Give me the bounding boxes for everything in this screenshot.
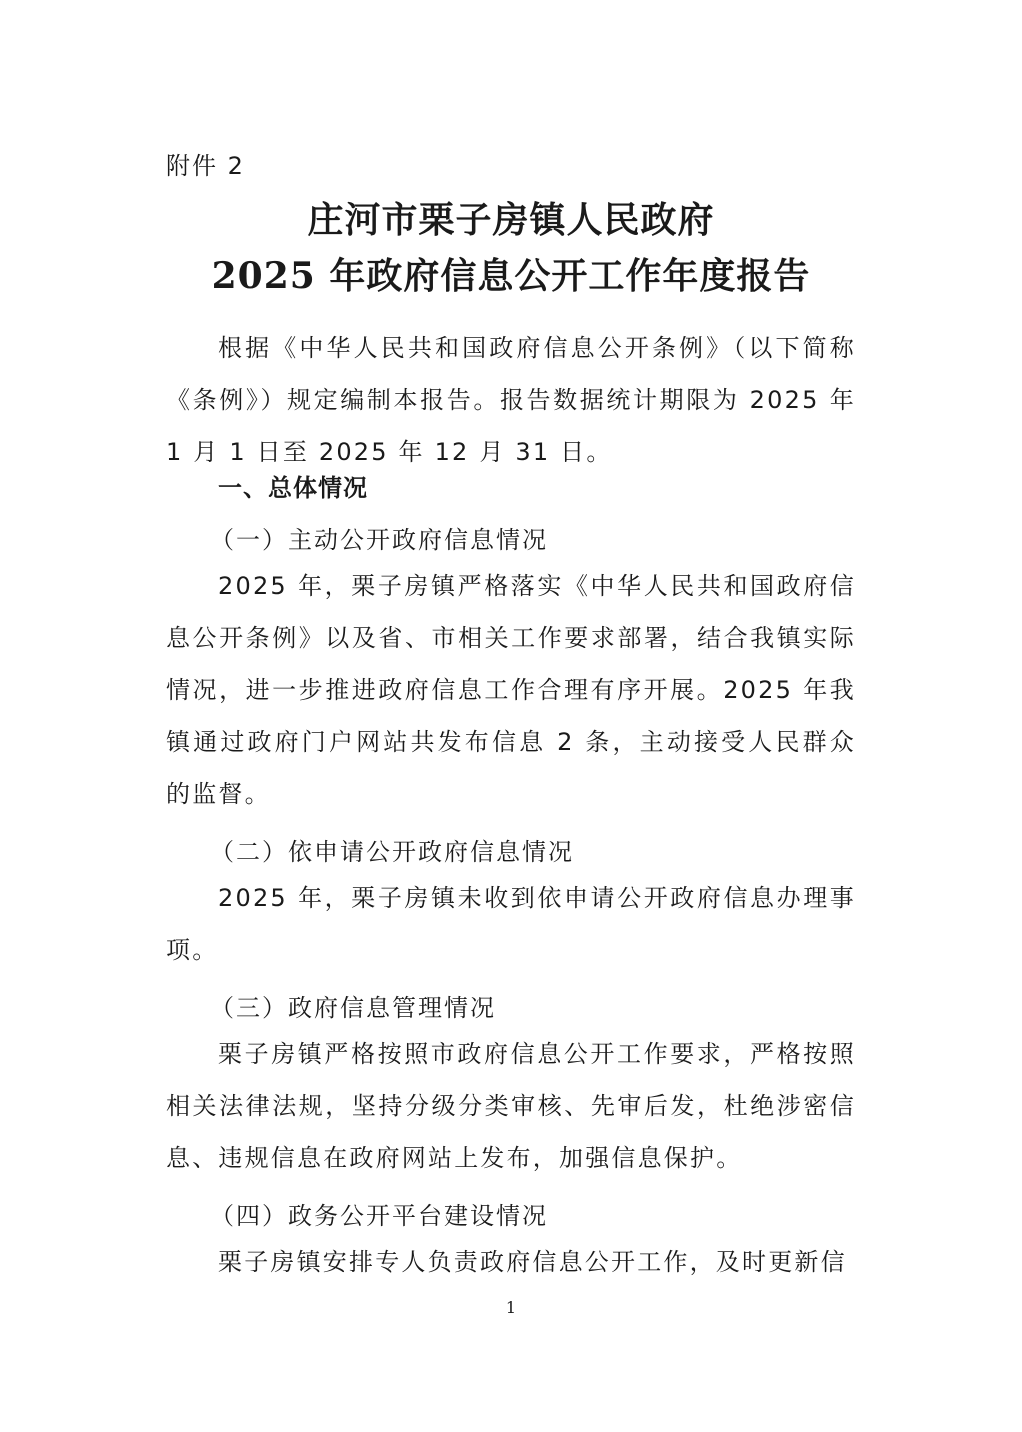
subheading-proactive-disclosure: （一）主动公开政府信息情况 bbox=[210, 526, 548, 554]
paragraph-application-disclosure: 2025 年，栗子房镇未收到依申请公开政府信息办理事项。 bbox=[166, 884, 856, 964]
paragraph-proactive-disclosure: 2025 年，栗子房镇严格落实《中华人民共和国政府信息公开条例》以及省、市相关工作要求部署，结合我镇实际情况，进一步推进政府信息工作合理有序开展。2025 年我镇通过政府门户网站共发布信息 2 条，主动接受人民群众的监督。 bbox=[166, 572, 856, 808]
paragraph-information-management: 栗子房镇严格按照市政府信息公开工作要求，严格按照相关法律法规，坚持分级分类审核、先审后发，杜绝涉密信息、违规信息在政府网站上发布，加强信息保护。 bbox=[166, 1040, 856, 1172]
attachment-label: 附件 2 bbox=[166, 152, 245, 180]
section-heading-overview: 一、总体情况 bbox=[218, 474, 368, 502]
document-title-line-1: 庄河市栗子房镇人民政府 bbox=[307, 199, 715, 241]
subheading-platform-construction: （四）政务公开平台建设情况 bbox=[210, 1202, 548, 1230]
intro-paragraph: 根据《中华人民共和国政府信息公开条例》（以下简称《条例》）规定编制本报告。报告数据统计期限为 2025 年 1 月 1 日至 2025 年 12 月 31 日。 bbox=[166, 334, 856, 466]
page-number: 1 bbox=[505, 1298, 517, 1317]
subheading-application-disclosure: （二）依申请公开政府信息情况 bbox=[210, 838, 574, 866]
document-title-line-2: 2025 年政府信息公开工作年度报告 bbox=[211, 255, 811, 297]
paragraph-platform-construction: 栗子房镇安排专人负责政府信息公开工作，及时更新信 bbox=[218, 1248, 847, 1276]
subheading-information-management: （三）政府信息管理情况 bbox=[210, 994, 496, 1022]
